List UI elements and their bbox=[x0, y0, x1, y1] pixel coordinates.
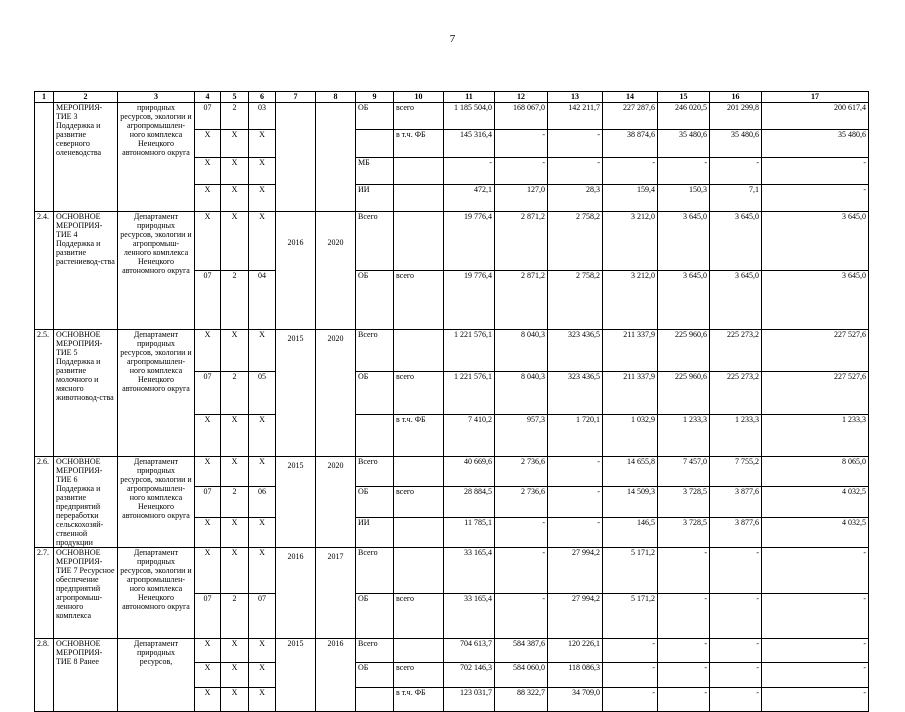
value-cell: 40 669,6 bbox=[444, 457, 495, 487]
value-cell: 34 709,0 bbox=[548, 687, 603, 711]
value-cell: 200 617,4 bbox=[762, 103, 869, 130]
source-cell: ОБ bbox=[356, 271, 394, 330]
value-cell: 3 212,0 bbox=[603, 212, 658, 271]
value-cell: - bbox=[762, 184, 869, 211]
source-detail bbox=[394, 517, 444, 547]
row-number: 2.6. bbox=[35, 457, 54, 548]
value-cell: 120 226,1 bbox=[548, 639, 603, 663]
code-cell: X bbox=[195, 663, 221, 687]
code-cell: X bbox=[249, 457, 276, 487]
value-cell: - bbox=[495, 157, 548, 184]
source-cell bbox=[356, 130, 394, 157]
value-cell: 145 316,4 bbox=[444, 130, 495, 157]
value-cell: 3 645,0 bbox=[658, 271, 710, 330]
code-cell: X bbox=[221, 184, 249, 211]
end-year: 2020 bbox=[316, 330, 356, 457]
value-cell: - bbox=[710, 593, 762, 639]
value-cell: 225 960,6 bbox=[658, 372, 710, 414]
end-year: 2016 bbox=[316, 639, 356, 712]
value-cell: - bbox=[762, 687, 869, 711]
source-cell: ОБ bbox=[356, 593, 394, 639]
col-header: 13 bbox=[548, 92, 603, 103]
code-cell: X bbox=[221, 414, 249, 456]
value-cell: - bbox=[762, 157, 869, 184]
page-number: 7 bbox=[449, 33, 456, 45]
source-cell: Всего bbox=[356, 212, 394, 271]
value-cell: 5 171,2 bbox=[603, 548, 658, 594]
code-cell: 03 bbox=[249, 103, 276, 130]
value-cell: 3 877,6 bbox=[710, 487, 762, 517]
value-cell: 1 233,3 bbox=[658, 414, 710, 456]
code-cell: X bbox=[249, 548, 276, 594]
value-cell: 211 337,9 bbox=[603, 330, 658, 372]
executor: Департамент природных ресурсов, экологии и агропромышлен-ного комплекса Ненецкого автономного округа bbox=[118, 330, 195, 457]
code-cell: 2 bbox=[221, 593, 249, 639]
value-cell: 3 645,0 bbox=[762, 212, 869, 271]
value-cell: 3 645,0 bbox=[658, 212, 710, 271]
code-cell: X bbox=[221, 130, 249, 157]
code-cell: X bbox=[221, 330, 249, 372]
value-cell: 19 776,4 bbox=[444, 271, 495, 330]
value-cell: 227 527,6 bbox=[762, 330, 869, 372]
source-detail: всего bbox=[394, 103, 444, 130]
activity-name: ОСНОВНОЕ МЕРОПРИЯ-ТИЕ 8 Ранее bbox=[54, 639, 118, 712]
activity-name: ОСНОВНОЕ МЕРОПРИЯ-ТИЕ 6 Поддержка и развитие предприятий переработки сельскохозяй-ственной продукции bbox=[54, 457, 118, 548]
col-header: 3 bbox=[118, 92, 195, 103]
code-cell: X bbox=[249, 687, 276, 711]
source-detail bbox=[394, 184, 444, 211]
code-cell: 07 bbox=[195, 487, 221, 517]
value-cell: 14 655,8 bbox=[603, 457, 658, 487]
start-year: 2015 bbox=[276, 457, 316, 548]
code-cell: 04 bbox=[249, 271, 276, 330]
code-cell: X bbox=[249, 212, 276, 271]
value-cell: 28 884,5 bbox=[444, 487, 495, 517]
value-cell: 19 776,4 bbox=[444, 212, 495, 271]
row-number: 2.5. bbox=[35, 330, 54, 457]
code-cell: X bbox=[221, 663, 249, 687]
value-cell: 27 994,2 bbox=[548, 548, 603, 594]
value-cell: 3 645,0 bbox=[710, 212, 762, 271]
value-cell: - bbox=[603, 687, 658, 711]
table-row bbox=[35, 212, 869, 271]
col-header: 1 bbox=[35, 92, 54, 103]
value-cell: - bbox=[658, 548, 710, 594]
value-cell: - bbox=[495, 548, 548, 594]
code-cell: X bbox=[221, 517, 249, 547]
value-cell: 8 065,0 bbox=[762, 457, 869, 487]
code-cell: X bbox=[221, 157, 249, 184]
value-cell: 1 221 576,1 bbox=[444, 372, 495, 414]
source-cell: Всего bbox=[356, 548, 394, 594]
value-cell: 211 337,9 bbox=[603, 372, 658, 414]
value-cell: - bbox=[710, 548, 762, 594]
value-cell: 1 233,3 bbox=[710, 414, 762, 456]
source-cell bbox=[356, 414, 394, 456]
col-header: 16 bbox=[710, 92, 762, 103]
value-cell: 2 736,6 bbox=[495, 487, 548, 517]
value-cell: - bbox=[603, 639, 658, 663]
code-cell: X bbox=[249, 414, 276, 456]
value-cell: 1 221 576,1 bbox=[444, 330, 495, 372]
row-number bbox=[35, 103, 54, 212]
value-cell: 150,3 bbox=[658, 184, 710, 211]
source-detail bbox=[394, 457, 444, 487]
code-cell: X bbox=[221, 212, 249, 271]
code-cell: X bbox=[221, 548, 249, 594]
value-cell: - bbox=[658, 639, 710, 663]
code-cell: X bbox=[249, 639, 276, 663]
value-cell: 7 457,0 bbox=[658, 457, 710, 487]
value-cell: 3 212,0 bbox=[603, 271, 658, 330]
col-header: 9 bbox=[356, 92, 394, 103]
value-cell: 3 645,0 bbox=[710, 271, 762, 330]
value-cell: 2 871,2 bbox=[495, 271, 548, 330]
value-cell: 201 299,8 bbox=[710, 103, 762, 130]
table-row bbox=[35, 457, 869, 487]
code-cell: X bbox=[249, 184, 276, 211]
value-cell: 35 480,6 bbox=[762, 130, 869, 157]
code-cell: X bbox=[221, 639, 249, 663]
col-header: 8 bbox=[316, 92, 356, 103]
source-cell: ИИ bbox=[356, 184, 394, 211]
code-cell: 05 bbox=[249, 372, 276, 414]
code-cell: X bbox=[195, 414, 221, 456]
col-header: 17 bbox=[762, 92, 869, 103]
end-year: 2017 bbox=[316, 548, 356, 639]
activity-name: ОСНОВНОЕ МЕРОПРИЯ-ТИЕ 7 Ресурсное обеспечение предприятий агропромыш-ленного комплекса bbox=[54, 548, 118, 639]
value-cell: - bbox=[762, 548, 869, 594]
source-detail bbox=[394, 548, 444, 594]
start-year: 2016 bbox=[276, 548, 316, 639]
value-cell: - bbox=[495, 130, 548, 157]
value-cell: 323 436,5 bbox=[548, 372, 603, 414]
code-cell: X bbox=[195, 639, 221, 663]
end-year: 2020 bbox=[316, 212, 356, 330]
value-cell: 3 728,5 bbox=[658, 517, 710, 547]
value-cell: 957,3 bbox=[495, 414, 548, 456]
value-cell: 7 755,2 bbox=[710, 457, 762, 487]
source-detail: всего bbox=[394, 271, 444, 330]
value-cell: 159,4 bbox=[603, 184, 658, 211]
value-cell: - bbox=[710, 687, 762, 711]
source-detail: всего bbox=[394, 663, 444, 687]
value-cell: 142 211,7 bbox=[548, 103, 603, 130]
value-cell: 11 785,1 bbox=[444, 517, 495, 547]
value-cell: - bbox=[603, 663, 658, 687]
value-cell: 3 728,5 bbox=[658, 487, 710, 517]
value-cell: 35 480,6 bbox=[710, 130, 762, 157]
value-cell: 225 960,6 bbox=[658, 330, 710, 372]
code-cell: 2 bbox=[221, 487, 249, 517]
col-header: 4 bbox=[195, 92, 221, 103]
value-cell: 14 509,3 bbox=[603, 487, 658, 517]
value-cell: 704 613,7 bbox=[444, 639, 495, 663]
executor: Департамент природных ресурсов, bbox=[118, 639, 195, 712]
table-row bbox=[35, 103, 869, 130]
activity-name: ОСНОВНОЕ МЕРОПРИЯ-ТИЕ 4 Поддержка и развитие растениевод-ства bbox=[54, 212, 118, 330]
value-cell: 28,3 bbox=[548, 184, 603, 211]
value-cell: 225 273,2 bbox=[710, 330, 762, 372]
row-number: 2.4. bbox=[35, 212, 54, 330]
value-cell: - bbox=[762, 593, 869, 639]
executor: Департамент природных ресурсов, экологии и агропромыш-ленного комплекса Ненецкого автономного округа bbox=[118, 212, 195, 330]
value-cell: - bbox=[548, 487, 603, 517]
value-cell: 323 436,5 bbox=[548, 330, 603, 372]
value-cell: - bbox=[548, 157, 603, 184]
value-cell: 8 040,3 bbox=[495, 330, 548, 372]
start-year: 2016 bbox=[276, 212, 316, 330]
source-cell: ОБ bbox=[356, 487, 394, 517]
source-cell: Всего bbox=[356, 330, 394, 372]
value-cell: 584 387,6 bbox=[495, 639, 548, 663]
value-cell: 35 480,6 bbox=[658, 130, 710, 157]
value-cell: - bbox=[762, 639, 869, 663]
code-cell: 07 bbox=[195, 103, 221, 130]
executor: природных ресурсов, экологии и агропромышлен-ного комплекса Ненецкого автономного округа bbox=[118, 103, 195, 212]
col-header: 2 bbox=[54, 92, 118, 103]
end-year bbox=[316, 103, 356, 212]
value-cell: 3 877,6 bbox=[710, 517, 762, 547]
table-row bbox=[35, 330, 869, 372]
value-cell: 168 067,0 bbox=[495, 103, 548, 130]
source-detail bbox=[394, 330, 444, 372]
source-detail bbox=[394, 639, 444, 663]
value-cell: 702 146,3 bbox=[444, 663, 495, 687]
start-year: 2015 bbox=[276, 330, 316, 457]
value-cell: - bbox=[762, 663, 869, 687]
value-cell: - bbox=[658, 663, 710, 687]
code-cell: X bbox=[195, 687, 221, 711]
value-cell: 118 086,3 bbox=[548, 663, 603, 687]
col-header: 10 bbox=[394, 92, 444, 103]
table-row bbox=[35, 639, 869, 663]
value-cell: 1 185 504,0 bbox=[444, 103, 495, 130]
source-detail: в т.ч. ФБ bbox=[394, 130, 444, 157]
end-year: 2020 bbox=[316, 457, 356, 548]
value-cell: - bbox=[658, 687, 710, 711]
code-cell: X bbox=[249, 517, 276, 547]
code-cell: X bbox=[195, 212, 221, 271]
column-number-row bbox=[35, 92, 869, 103]
value-cell: - bbox=[603, 157, 658, 184]
value-cell: 123 031,7 bbox=[444, 687, 495, 711]
code-cell: 07 bbox=[195, 593, 221, 639]
code-cell: X bbox=[249, 330, 276, 372]
value-cell: - bbox=[495, 517, 548, 547]
value-cell: 227 287,6 bbox=[603, 103, 658, 130]
start-year bbox=[276, 103, 316, 212]
code-cell: X bbox=[195, 548, 221, 594]
source-cell: ОБ bbox=[356, 103, 394, 130]
value-cell: - bbox=[444, 157, 495, 184]
source-detail: всего bbox=[394, 593, 444, 639]
code-cell: X bbox=[195, 157, 221, 184]
value-cell: 2 758,2 bbox=[548, 271, 603, 330]
code-cell: 06 bbox=[249, 487, 276, 517]
value-cell: 7 410,2 bbox=[444, 414, 495, 456]
value-cell: 8 040,3 bbox=[495, 372, 548, 414]
value-cell: 88 322,7 bbox=[495, 687, 548, 711]
value-cell: 225 273,2 bbox=[710, 372, 762, 414]
executor: Департамент природных ресурсов, экологии и агропромышлен-ного комплекса Ненецкого автономного округа bbox=[118, 457, 195, 548]
code-cell: X bbox=[195, 457, 221, 487]
value-cell: - bbox=[548, 457, 603, 487]
value-cell: 1 720,1 bbox=[548, 414, 603, 456]
code-cell: 2 bbox=[221, 372, 249, 414]
value-cell: 5 171,2 bbox=[603, 593, 658, 639]
value-cell: 2 736,6 bbox=[495, 457, 548, 487]
activity-name: ОСНОВНОЕ МЕРОПРИЯ-ТИЕ 5 Поддержка и развитие молочного и мясного животновод-ства bbox=[54, 330, 118, 457]
col-header: 5 bbox=[221, 92, 249, 103]
value-cell: 1 032,9 bbox=[603, 414, 658, 456]
value-cell: 127,0 bbox=[495, 184, 548, 211]
source-detail bbox=[394, 157, 444, 184]
code-cell: X bbox=[221, 457, 249, 487]
value-cell: - bbox=[710, 157, 762, 184]
source-cell: Всего bbox=[356, 639, 394, 663]
value-cell: 227 527,6 bbox=[762, 372, 869, 414]
code-cell: 2 bbox=[221, 271, 249, 330]
value-cell: 146,5 bbox=[603, 517, 658, 547]
activity-name: МЕРОПРИЯ-ТИЕ 3 Поддержка и развитие северного оленеводства bbox=[54, 103, 118, 212]
code-cell: X bbox=[195, 130, 221, 157]
value-cell: - bbox=[495, 593, 548, 639]
program-table bbox=[34, 91, 869, 712]
value-cell: - bbox=[710, 639, 762, 663]
code-cell: X bbox=[249, 663, 276, 687]
value-cell: 7,1 bbox=[710, 184, 762, 211]
source-detail: всего bbox=[394, 372, 444, 414]
col-header: 14 bbox=[603, 92, 658, 103]
value-cell: - bbox=[548, 517, 603, 547]
value-cell: 2 758,2 bbox=[548, 212, 603, 271]
source-cell: ОБ bbox=[356, 372, 394, 414]
value-cell: 33 165,4 bbox=[444, 548, 495, 594]
value-cell: - bbox=[548, 130, 603, 157]
source-cell: МБ bbox=[356, 157, 394, 184]
value-cell: - bbox=[658, 157, 710, 184]
code-cell: X bbox=[221, 687, 249, 711]
source-detail: в т.ч. ФБ bbox=[394, 414, 444, 456]
code-cell: 07 bbox=[195, 271, 221, 330]
table-row bbox=[35, 548, 869, 594]
start-year: 2015 bbox=[276, 639, 316, 712]
value-cell: 584 060,0 bbox=[495, 663, 548, 687]
source-detail: в т.ч. ФБ bbox=[394, 687, 444, 711]
code-cell: X bbox=[195, 184, 221, 211]
code-cell: 2 bbox=[221, 103, 249, 130]
source-cell: ОБ bbox=[356, 663, 394, 687]
col-header: 12 bbox=[495, 92, 548, 103]
row-number: 2.8. bbox=[35, 639, 54, 712]
executor: Департамент природных ресурсов, экологии и агропромышлен-ного комплекса Ненецкого автономного округа bbox=[118, 548, 195, 639]
value-cell: 1 233,3 bbox=[762, 414, 869, 456]
value-cell: 4 032,5 bbox=[762, 487, 869, 517]
value-cell: 2 871,2 bbox=[495, 212, 548, 271]
source-cell bbox=[356, 687, 394, 711]
value-cell: 27 994,2 bbox=[548, 593, 603, 639]
value-cell: - bbox=[658, 593, 710, 639]
row-number: 2.7. bbox=[35, 548, 54, 639]
col-header: 7 bbox=[276, 92, 316, 103]
value-cell: 33 165,4 bbox=[444, 593, 495, 639]
source-detail bbox=[394, 212, 444, 271]
code-cell: X bbox=[249, 130, 276, 157]
value-cell: 4 032,5 bbox=[762, 517, 869, 547]
source-detail: всего bbox=[394, 487, 444, 517]
value-cell: - bbox=[710, 663, 762, 687]
code-cell: 07 bbox=[195, 372, 221, 414]
source-cell: ИИ bbox=[356, 517, 394, 547]
value-cell: 3 645,0 bbox=[762, 271, 869, 330]
col-header: 15 bbox=[658, 92, 710, 103]
col-header: 11 bbox=[444, 92, 495, 103]
value-cell: 246 020,5 bbox=[658, 103, 710, 130]
value-cell: 472,1 bbox=[444, 184, 495, 211]
col-header: 6 bbox=[249, 92, 276, 103]
code-cell: X bbox=[249, 157, 276, 184]
value-cell: 38 874,6 bbox=[603, 130, 658, 157]
code-cell: X bbox=[195, 330, 221, 372]
code-cell: 07 bbox=[249, 593, 276, 639]
code-cell: X bbox=[195, 517, 221, 547]
source-cell: Всего bbox=[356, 457, 394, 487]
